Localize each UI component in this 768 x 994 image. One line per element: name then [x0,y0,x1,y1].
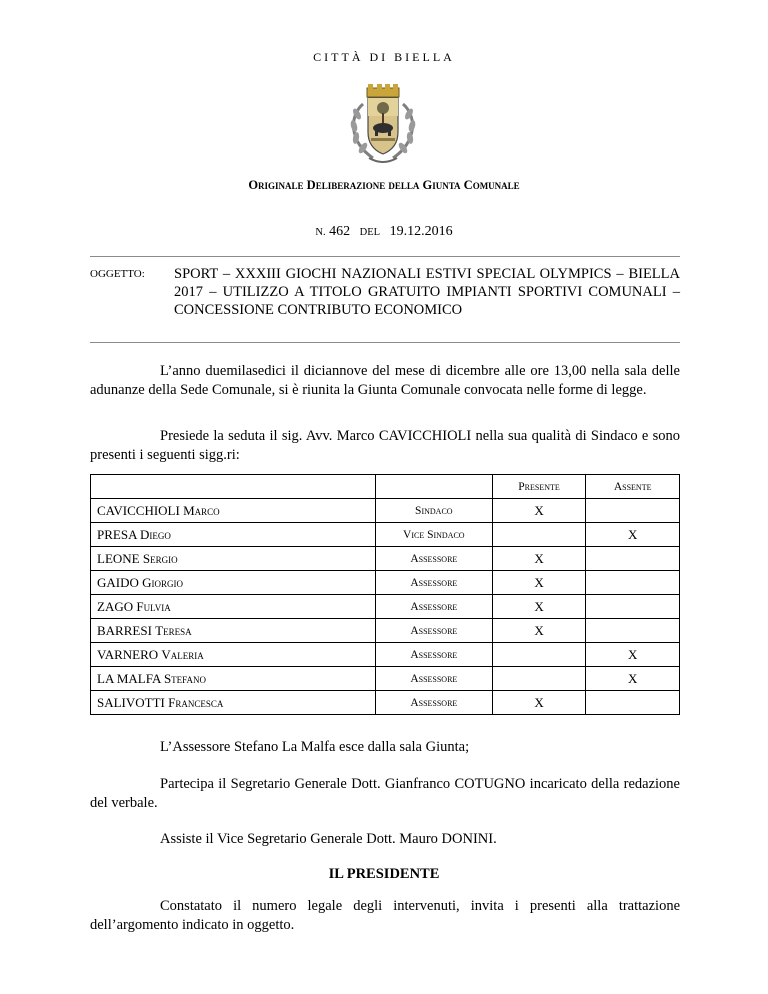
attendance-row [91,499,680,523]
member-surname: CAVICCHIOLI [97,502,180,518]
member-surname: BARRESI [97,622,152,638]
deliberation-number-line [0,224,768,240]
member-name [91,667,376,691]
member-name [91,691,376,715]
subject-text: SPORT – XXXIII GIOCHI NAZIONALI ESTIVI SPECIAL OLYMPICS – BIELLA 2017 – UTILIZZO A TITOLO GRATUITO IMPIANTI SPORTIVI COMUNALI – CONCESSIONE CONTRIBUTO ECONOMICO [174,266,680,318]
document-type-heading [0,178,768,193]
city-crest-icon [335,82,431,168]
member-role: Assessore [375,595,492,619]
member-role: Assessore [375,643,492,667]
member-absent-mark [586,547,680,571]
member-absent-mark [586,571,680,595]
attendance-table [90,474,680,715]
top-divider [90,256,680,257]
member-present-mark: X [492,595,586,619]
subject-label: OGGETTO: [90,268,145,280]
member-surname: SALIVOTTI [97,694,165,710]
presides-paragraph: Presiede la seduta il sig. Avv. Marco CAVICCHIOLI nella sua qualità di Sindaco e sono presenti i seguenti sigg.ri: [90,428,680,463]
member-first-name: Sergio [142,550,178,566]
intro-paragraph: L’anno duemilasedici il diciannove del mese di dicembre alle ore 13,00 nella sala delle adunanze della Sede Comunale, si è riunita la Giunta Comunale convocata nelle forme di legge. [90,363,680,398]
member-absent-mark [586,595,680,619]
member-name [91,643,376,667]
document-type-text: Originale Deliberazione della Giunta Comunale [248,178,520,192]
attendance-row [91,691,680,715]
secretary-paragraph: Partecipa il Segretario Generale Dott. Gianfranco COTUGNO incaricato della redazione del verbale. [90,776,680,811]
closing-paragraph: Constatato il numero legale degli intervenuti, invita i presenti alla trattazione dell’argomento indicato in oggetto. [90,898,680,933]
member-first-name: Marco [183,502,220,518]
deliberation-date: 19.12.2016 [389,224,453,239]
member-absent-mark: X [586,667,680,691]
member-absent-mark [586,499,680,523]
member-first-name: Francesca [168,694,224,710]
member-absent-mark: X [586,643,680,667]
member-role: Assessore [375,667,492,691]
attendance-row [91,523,680,547]
deliberation-number: 462 [329,224,351,239]
member-role: Vice Sindaco [375,523,492,547]
date-label: DEL [359,227,381,238]
attendance-rows [91,499,680,715]
attendance-row [91,619,680,643]
attendance-row [91,667,680,691]
member-first-name: Valeria [161,646,204,662]
member-surname: GAIDO [97,574,139,590]
member-absent-mark: X [586,523,680,547]
member-present-mark [492,643,586,667]
vice-secretary-paragraph: Assiste il Vice Segretario Generale Dott. Mauro DONINI. [160,831,497,847]
member-first-name: Fulvia [136,598,171,614]
member-surname: LA MALFA [97,670,161,686]
member-surname: VARNERO [97,646,159,662]
member-name [91,595,376,619]
section-title: IL PRESIDENTE [328,866,440,882]
member-present-mark: X [492,691,586,715]
member-absent-mark [586,619,680,643]
member-role: Sindaco [375,499,492,523]
member-first-name: Teresa [155,622,192,638]
member-name [91,523,376,547]
member-first-name: Giorgio [142,574,184,590]
city-title: CITTÀ DI BIELLA [313,50,455,64]
member-present-mark: X [492,499,586,523]
member-name [91,547,376,571]
present-header: Presente [492,475,586,499]
member-present-mark [492,523,586,547]
member-present-mark: X [492,571,586,595]
member-surname: PRESA [97,526,137,542]
number-label: N. [315,227,326,238]
bottom-divider [90,342,680,343]
exit-note-paragraph: L’Assessore Stefano La Malfa esce dalla sala Giunta; [160,739,470,755]
member-role: Assessore [375,547,492,571]
attendance-row [91,643,680,667]
member-present-mark: X [492,619,586,643]
member-first-name: Stefano [163,670,206,686]
absent-header: Assente [586,475,680,499]
member-present-mark: X [492,547,586,571]
member-surname: LEONE [97,550,140,566]
member-role: Assessore [375,619,492,643]
member-name [91,571,376,595]
member-absent-mark [586,691,680,715]
attendance-row [91,595,680,619]
member-role: Assessore [375,691,492,715]
attendance-row [91,547,680,571]
member-surname: ZAGO [97,598,134,614]
member-first-name: Diego [140,526,171,542]
member-name [91,619,376,643]
member-present-mark [492,667,586,691]
attendance-header-row [91,475,680,499]
attendance-row [91,571,680,595]
member-name [91,499,376,523]
member-role: Assessore [375,571,492,595]
